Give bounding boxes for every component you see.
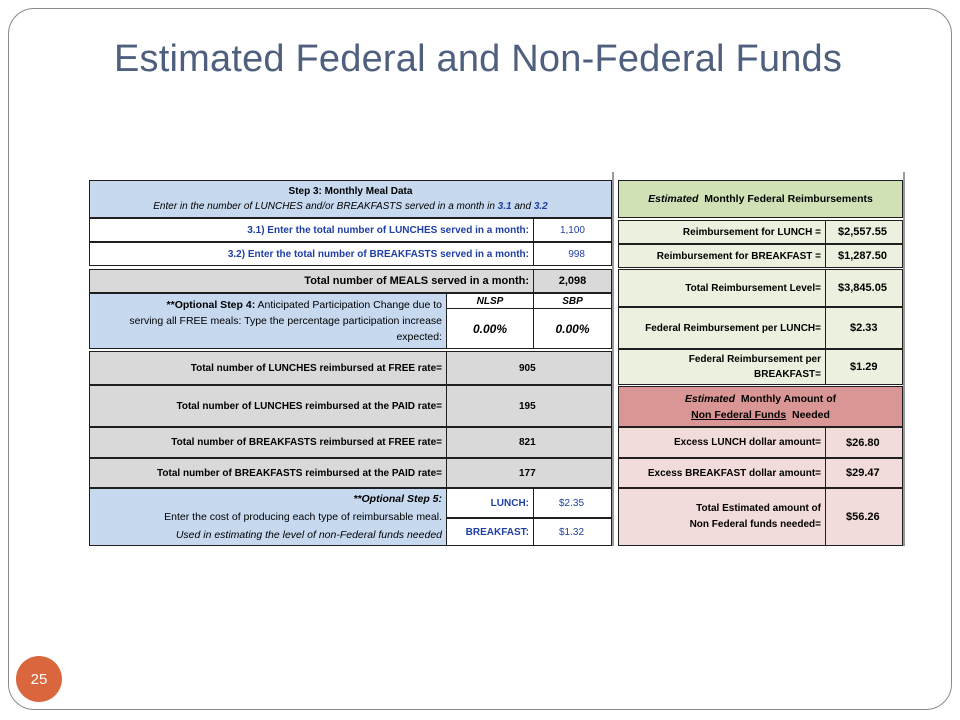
total-meals-value: 2,098 — [533, 269, 612, 293]
bfast-free-value: 821 — [446, 427, 612, 458]
bfast-free-label: Total number of BREAKFASTS reimbursed at FREE rate= — [89, 427, 447, 458]
nlsp-percent-input[interactable]: 0.00% — [446, 308, 534, 349]
step5-description: **Optional Step 5: Enter the cost of producing each type of reimbursable meal. Used in estimating the level of non-Federal funds needed — [89, 488, 447, 546]
slide-number-badge: 25 — [16, 656, 62, 702]
total-reimb-value: $3,845.05 — [825, 269, 903, 307]
total-reimb-label: Total Reimbursement Level= — [618, 269, 826, 307]
column-divider — [612, 172, 614, 546]
sbp-percent-input[interactable]: 0.00% — [533, 308, 612, 349]
step4-title: **Optional Step 4: — [166, 299, 256, 311]
sbp-header: SBP — [533, 293, 612, 309]
nonfed-header: Estimated Monthly Amount of Non Federal Funds Needed — [618, 386, 903, 427]
per-bfast-value: $1.29 — [825, 349, 903, 385]
bfast-cost-input[interactable]: $1.32 — [533, 518, 612, 546]
lunch-free-value: 905 — [446, 351, 612, 385]
step5-title: **Optional Step 5: — [353, 493, 442, 505]
lunch-paid-label: Total number of LUNCHES reimbursed at the PAID rate= — [89, 385, 447, 427]
lunch-cost-input[interactable]: $2.35 — [533, 488, 612, 518]
step3-header — [89, 180, 612, 218]
total-nonfed-label: Total Estimated amount of Non Federal funds needed= — [618, 488, 826, 546]
lunch-free-label: Total number of LUNCHES reimbursed at FREE rate= — [89, 351, 447, 385]
total-meals-label: Total number of MEALS served in a month: — [89, 269, 534, 293]
reimb-lunch-label: Reimbursement for LUNCH = — [618, 220, 826, 244]
lunch-cost-label: LUNCH: — [446, 488, 534, 518]
reimb-bfast-value: $1,287.50 — [825, 244, 903, 268]
per-lunch-label: Federal Reimbursement per LUNCH= — [618, 307, 826, 349]
step3-title: Step 3: Monthly Meal Data — [288, 186, 413, 197]
lunches-input[interactable]: 1,100 — [533, 218, 612, 242]
federal-reimb-header: Estimated Monthly Federal Reimbursements — [618, 180, 903, 218]
excess-bfast-value: $29.47 — [825, 458, 903, 488]
excess-lunch-label: Excess LUNCH dollar amount= — [618, 427, 826, 458]
step4-description: **Optional Step 4: Anticipated Participation Change due to serving all FREE meals: Type the percentage participation increase expected: — [89, 293, 447, 349]
slide-title: Estimated Federal and Non-Federal Funds — [114, 38, 843, 80]
nlsp-header: NLSP — [446, 293, 534, 309]
bfast-paid-label: Total number of BREAKFASTS reimbursed at the PAID rate= — [89, 458, 447, 488]
column-divider — [903, 172, 905, 546]
reimb-lunch-value: $2,557.55 — [825, 220, 903, 244]
total-nonfed-value: $56.26 — [825, 488, 903, 546]
per-bfast-label: Federal Reimbursement per BREAKFAST= — [618, 349, 826, 385]
breakfasts-label: 3.2) Enter the total number of BREAKFASTS served in a month: — [89, 242, 534, 266]
reimb-bfast-label: Reimbursement for BREAKFAST = — [618, 244, 826, 268]
breakfasts-input[interactable]: 998 — [533, 242, 612, 266]
per-lunch-value: $2.33 — [825, 307, 903, 349]
lunch-paid-value: 195 — [446, 385, 612, 427]
lunches-label: 3.1) Enter the total number of LUNCHES served in a month: — [89, 218, 534, 242]
bfast-cost-label: BREAKFAST: — [446, 518, 534, 546]
bfast-paid-value: 177 — [446, 458, 612, 488]
excess-bfast-label: Excess BREAKFAST dollar amount= — [618, 458, 826, 488]
step3-subtitle: Enter in the number of LUNCHES and/or BREAKFASTS served in a month in 3.1 and 3.2 — [153, 201, 548, 212]
excess-lunch-value: $26.80 — [825, 427, 903, 458]
